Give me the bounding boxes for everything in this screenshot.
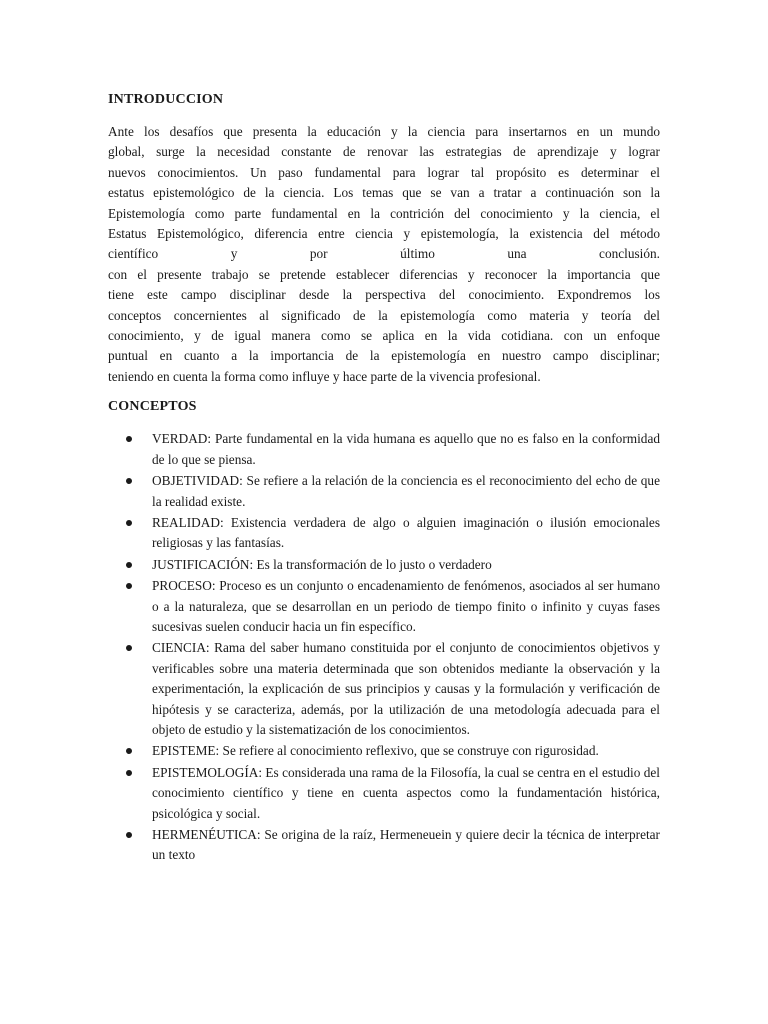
bullet-icon [126, 520, 132, 526]
concept-item [108, 638, 660, 740]
bullet-icon [126, 583, 132, 589]
concept-text: EPISTEME: Se refiere al conocimiento reflexivo, que se construye con rigurosidad. [152, 743, 599, 759]
intro-line: nuevos conocimientos. Un paso fundamental para lograr tal propósito es determinar el [108, 164, 660, 180]
bullet-icon [126, 748, 132, 754]
concept-item [108, 513, 660, 554]
concept-text: JUSTIFICACIÓN: Es la transformación de lo justo o verdadero [152, 556, 492, 572]
concept-item [108, 741, 660, 761]
intro-line: estatus epistemológico de la ciencia. Los temas que se van a tratar a continuación son la [108, 185, 660, 201]
bullet-icon [126, 645, 132, 651]
concept-text: VERDAD: Parte fundamental en la vida humana es aquello que no es falso en la conformidad de lo que se piensa. [152, 431, 660, 467]
intro-line: conocimiento, y de igual manera como se aplica en la vida cotidiana. con un enfoque [108, 328, 660, 344]
intro-line: Ante los desafíos que presenta la educación y la ciencia para insertarnos en un mundo [108, 124, 660, 139]
bullet-icon [126, 832, 132, 838]
intro-line: Estatus Epistemológico, diferencia entre ciencia y epistemología, la existencia del método [108, 226, 660, 242]
intro-line: científico y por último una conclusión. [108, 246, 660, 262]
concept-text: REALIDAD: Existencia verdadera de algo o alguien imaginación o ilusión emocionales religiosas y las fantasías. [152, 514, 660, 551]
intro-line: con el presente trabajo se pretende establecer diferencias y reconocer la importancia que [108, 266, 660, 282]
concepts-heading: CONCEPTOS [108, 399, 197, 415]
intro-line: teniendo en cuenta la forma como influye y hace parte de la vivencia profesional. [108, 368, 541, 384]
concept-text: HERMENÉUTICA: Se origina de la raíz, Hermeneuein y quiere decir la técnica de interpretar un texto [152, 827, 660, 863]
concept-item [108, 429, 660, 470]
concept-item [108, 576, 660, 637]
intro-line: tiene este campo disciplinar desde la perspectiva del conocimiento. Expondremos los [108, 287, 660, 303]
intro-paragraph [108, 122, 660, 387]
concept-text: CIENCIA: Rama del saber humano constituida por el conjunto de conocimientos objetivos y verificables sobre una materia determinada que son obtenidos mediante la observación y la experimentación, la explicación de sus principios y causas y la formulación y verificación de hipótesis y se caracteriza, además, por la utilización de una metodología adecuada para el objeto de estudio y la sistematización de los conocimientos. [152, 640, 660, 737]
bullet-icon [126, 770, 132, 776]
bullet-icon [126, 478, 132, 484]
intro-heading: INTRODUCCION [108, 92, 224, 107]
concept-text: EPISTEMOLOGÍA: Es considerada una rama de la Filosofía, la cual se centra en el estudio del conocimiento científico y tiene en cuenta aspectos como la fundamentación histórica, psicológica y social. [152, 764, 660, 821]
bullet-icon [126, 562, 132, 568]
concept-item [108, 555, 660, 575]
intro-line: conceptos concernientes al significado de la epistemología como materia y teoría del [108, 307, 660, 323]
concept-item [108, 471, 660, 512]
bullet-icon [126, 436, 132, 442]
concept-text: PROCESO: Proceso es un conjunto o encadenamiento de fenómenos, asociados al ser humano o a la naturaleza, que se desarrollan en un periodo de tiempo finito o infinito y cuyas fases sucesivas suelen conducir hacia un fin específico. [152, 578, 660, 634]
concept-text: OBJETIVIDAD: Se refiere a la relación de la conciencia es el reconocimiento del echo de que la realidad existe. [152, 473, 660, 509]
concept-item [108, 825, 660, 866]
intro-line: puntual en cuanto a la importancia de la epistemología en nuestro campo disciplinar; [108, 348, 660, 364]
concepts-list [108, 429, 660, 866]
intro-line: Epistemología como parte fundamental en la contrición del conocimiento y la ciencia, el [108, 205, 660, 221]
intro-line: global, surge la necesidad constante de renovar las estrategias de aprendizaje y lograr [108, 144, 660, 160]
concept-item [108, 763, 660, 824]
